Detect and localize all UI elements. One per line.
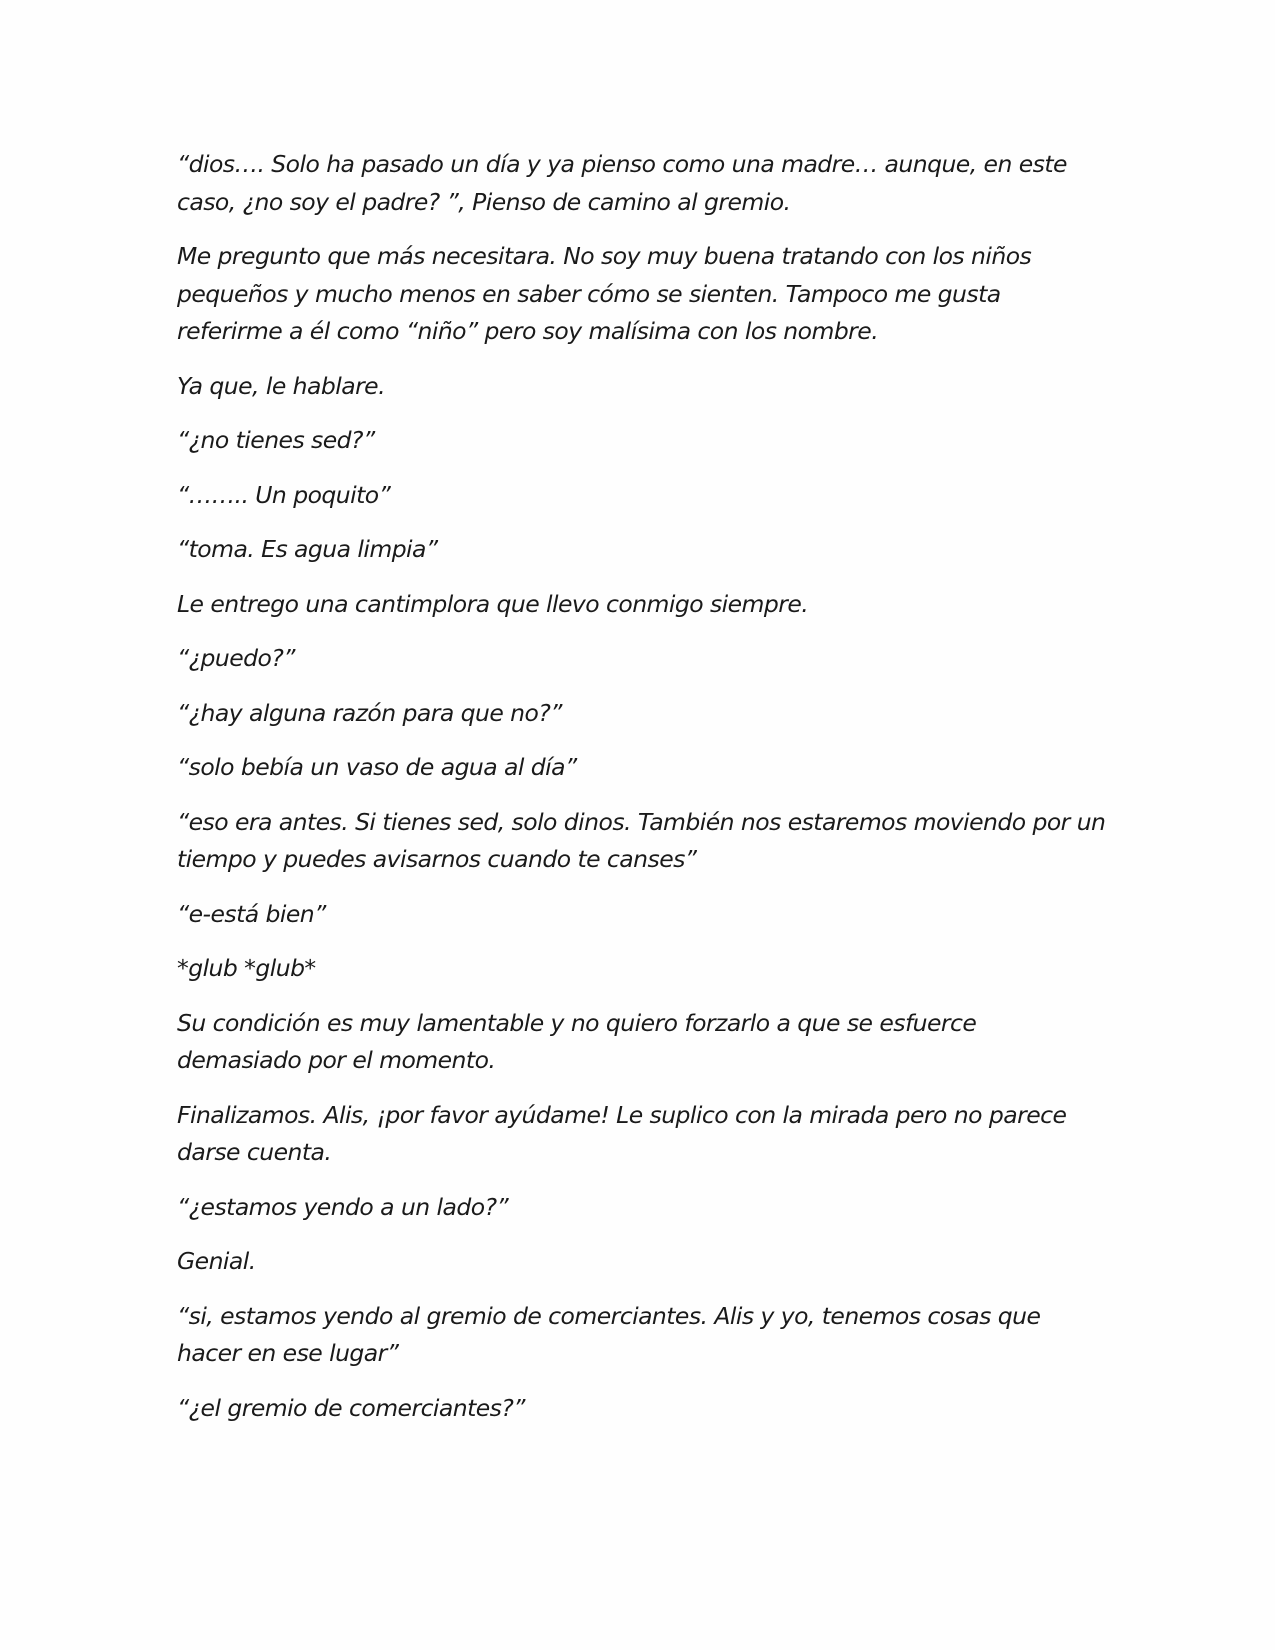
paragraph: “si, estamos yendo al gremio de comerciantes. Alis y yo, tenemos cosas que hacer en ese lugar” [177,1301,1048,1367]
paragraph: Su condición es muy lamentable y no quiero forzarlo a que se esfuerce demasiado por el momento. [177,1008,984,1074]
paragraph: “…….. Un poquito” [177,480,391,509]
paragraph: Genial. [177,1247,256,1275]
paragraph: “¿el gremio de comerciantes?” [177,1393,525,1422]
paragraph: Le entrego una cantimplora que llevo conmigo siempre. [177,589,809,618]
paragraph: “¿hay alguna razón para que no?” [177,698,562,727]
paragraph: “e-está bien” [177,899,326,928]
paragraph: “¿puedo?” [177,644,295,672]
paragraph: Ya que, le hablare. [177,371,386,400]
paragraph: “toma. Es agua limpia” [177,535,438,563]
paragraph: “¿no tienes sed?” [177,426,375,454]
paragraph: Me pregunto que más necesitara. No soy muy buena tratando con los niños pequeños y mucho menos en saber cómo se sienten. Tampoco me gusta referirme a él como “niño” pero soy malísima con los nombre. [177,242,1039,345]
paragraph: “dios…. Solo ha pasado un día y ya pienso como una madre… aunque, en este caso, ¿no soy el padre? ”, Pienso de camino al gremio. [177,150,1074,216]
paragraph: “solo bebía un vaso de agua al día” [177,753,577,781]
document-body [177,146,1113,1444]
paragraph: Finalizamos. Alis, ¡por favor ayúdame! Le suplico con la mirada pero no parece darse cuenta. [177,1100,1074,1166]
paragraph: *glub *glub* [177,954,316,982]
paragraph: “¿estamos yendo a un lado?” [177,1192,509,1221]
paragraph: “eso era antes. Si tienes sed, solo dinos. También nos estaremos moviendo por un tiempo y puedes avisarnos cuando te canses” [177,807,1113,873]
